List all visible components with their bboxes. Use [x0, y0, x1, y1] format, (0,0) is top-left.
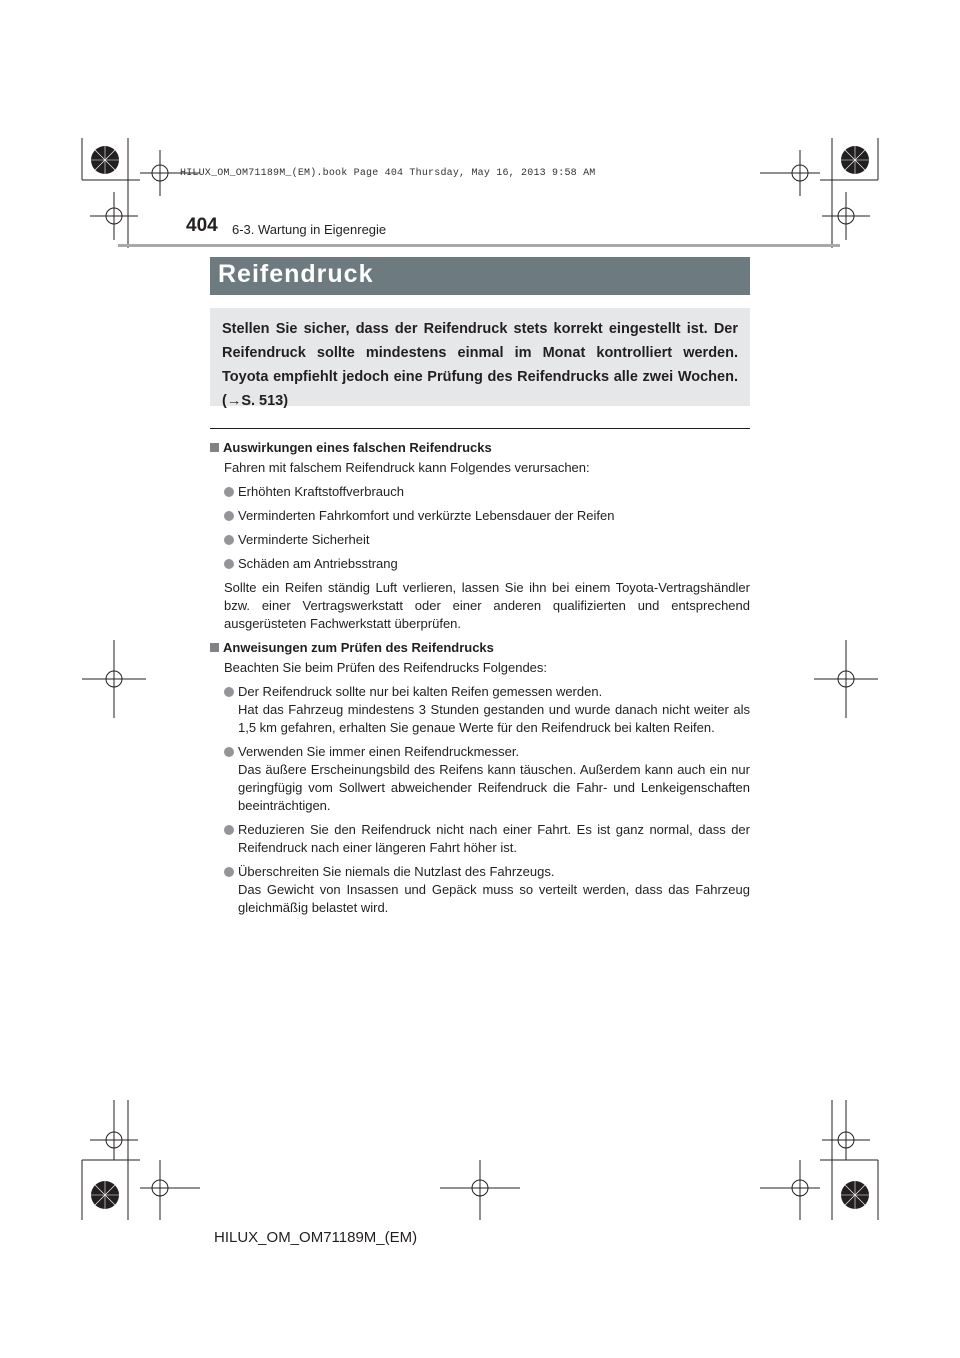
section-lead: Beachten Sie beim Prüfen des Reifendrucks Folgendes:	[224, 660, 548, 675]
list-item	[224, 821, 750, 857]
list-item-title: Verwenden Sie immer einen Reifendruckmesser.	[238, 744, 520, 759]
intro-divider	[210, 428, 750, 429]
square-bullet-icon	[210, 643, 219, 652]
circle-bullet-icon	[224, 535, 234, 545]
list-item	[224, 507, 750, 525]
list-item	[224, 683, 750, 737]
circle-bullet-icon	[224, 487, 234, 497]
circle-bullet-icon	[224, 687, 234, 697]
list-item	[224, 743, 750, 815]
header-rule	[118, 244, 840, 247]
circle-bullet-icon	[224, 867, 234, 877]
list-item	[224, 863, 750, 917]
page-number: 404	[186, 215, 218, 236]
list-item-title: Verminderten Fahrkomfort und verkürzte Lebensdauer der Reifen	[238, 508, 615, 523]
list-item-title: Reduzieren Sie den Reifendruck nicht nach einer Fahrt. Es ist ganz normal, dass der Reifendruck nach einer längeren Fahrt höher ist.	[238, 822, 750, 855]
section-trailer: Sollte ein Reifen ständig Luft verlieren, lassen Sie ihn bei einem Toyota-Vertragshändler bzw. einer Vertragswerkstatt oder einer anderen qualifizierten und entsprechend ausgerüsteten Fachwerkstatt überprüfen.	[224, 580, 750, 631]
list-item-text: Hat das Fahrzeug mindestens 3 Stunden gestanden und wurde danach nicht weiter als 1,5 km gefahren, erhalten Sie genaue Werte für den Reifendruck bei kalten Reifen.	[238, 702, 750, 735]
square-bullet-icon	[210, 443, 219, 452]
section-heading-text: Auswirkungen eines falschen Reifendrucks	[223, 440, 492, 455]
list-item	[224, 555, 750, 573]
section-heading-text: Anweisungen zum Prüfen des Reifendrucks	[223, 640, 494, 655]
list-item-title: Überschreiten Sie niemals die Nutzlast des Fahrzeugs.	[238, 864, 555, 879]
section-lead: Fahren mit falschem Reifendruck kann Folgendes verursachen:	[224, 460, 590, 475]
footer-document-id: HILUX_OM_OM71189M_(EM)	[214, 1229, 418, 1246]
circle-bullet-icon	[224, 511, 234, 521]
content	[210, 439, 750, 917]
list-item-title: Verminderte Sicherheit	[238, 532, 370, 547]
list-item-title: Erhöhten Kraftstoffverbrauch	[238, 484, 404, 499]
intro-text: Stellen Sie sicher, dass der Reifendruck stets korrekt eingestellt ist. Der Reifendruck sollte mindestens einmal im Monat kontrolliert werden. Toyota empfiehlt jedoch eine Prüfung des Reifendrucks alle zwei Wochen. (→S. 513)	[222, 321, 738, 409]
section-label: 6-3. Wartung in Eigenregie	[232, 222, 387, 237]
list-item-text: Das Gewicht von Insassen und Gepäck muss so verteilt werden, dass das Fahrzeug gleichmäßig belastet wird.	[238, 882, 750, 915]
page-title: Reifendruck	[210, 257, 750, 295]
list-item-title: Schäden am Antriebsstrang	[238, 556, 398, 571]
circle-bullet-icon	[224, 825, 234, 835]
circle-bullet-icon	[224, 747, 234, 757]
list-item	[224, 531, 750, 549]
circle-bullet-icon	[224, 559, 234, 569]
section-heading	[210, 439, 750, 457]
section-heading	[210, 639, 750, 657]
list-item	[224, 483, 750, 501]
intro-box	[210, 308, 750, 409]
list-item-title: Der Reifendruck sollte nur bei kalten Reifen gemessen werden.	[238, 684, 603, 699]
list-item-text: Das äußere Erscheinungsbild des Reifens kann täuschen. Außerdem kann auch ein nur geringfügig vom Sollwert abweichender Reifendruck die Fahr- und Lenkeigenschaften beeinträchtigen.	[238, 762, 750, 813]
print-header: HILUX_OM_OM71189M_(EM).book Page 404 Thursday, May 16, 2013 9:58 AM	[180, 168, 596, 179]
